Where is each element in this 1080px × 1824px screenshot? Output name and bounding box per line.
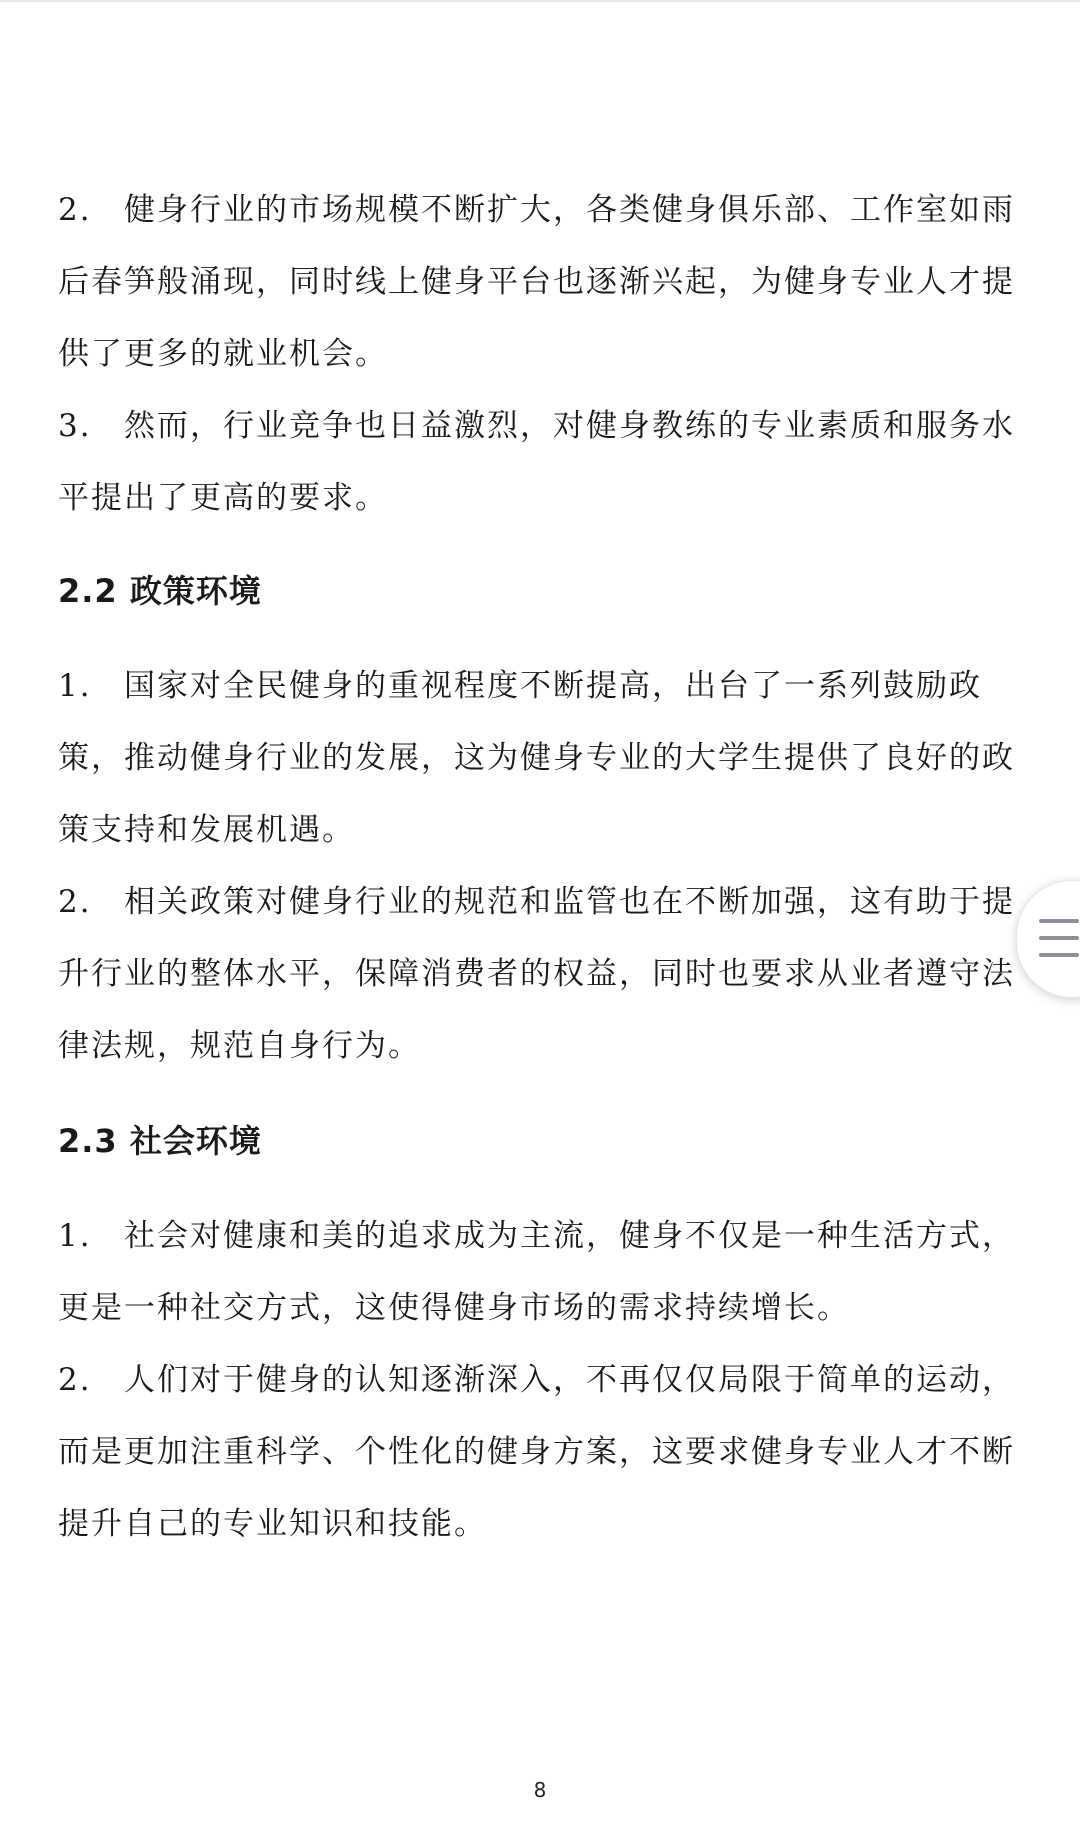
page-number: 8: [533, 1778, 547, 1802]
list-number: 1.: [58, 1218, 92, 1254]
list-item-text: 然而，行业竞争也日益激烈，对健身教练的专业素质和服务水平提出了更高的要求。: [58, 408, 1015, 516]
section-heading-social: 2.3 社会环境: [58, 1122, 262, 1160]
document-content: [58, 174, 1028, 1560]
list-item: [58, 866, 1028, 1082]
list-item: [58, 390, 1028, 534]
list-number: 2.: [58, 192, 92, 228]
list-item: [58, 650, 1028, 866]
list-item-text: 相关政策对健身行业的规范和监管也在不断加强，这有助于提升行业的整体水平，保障消费者的权益，同时也要求从业者遵守法律法规，规范自身行为。: [58, 884, 1015, 1064]
list-number: 1.: [58, 668, 92, 704]
social-section: [58, 1200, 1028, 1560]
list-item-text: 国家对全民健身的重视程度不断提高，出台了一系列鼓励政策，推动健身行业的发展，这为健身专业的大学生提供了良好的政策支持和发展机遇。: [58, 668, 1015, 848]
top-divider: [0, 0, 1080, 2]
policy-section: [58, 650, 1028, 1082]
list-item-text: 社会对健康和美的追求成为主流，健身不仅是一种生活方式，更是一种社交方式，这使得健身市场的需求持续增长。: [58, 1218, 1015, 1326]
market-section: [58, 174, 1028, 534]
list-item-text: 健身行业的市场规模不断扩大，各类健身俱乐部、工作室如雨后春笋般涌现，同时线上健身平台也逐渐兴起，为健身专业人才提供了更多的就业机会。: [58, 192, 1015, 372]
section-heading-policy: 2.2 政策环境: [58, 572, 262, 610]
list-item-text: 人们对于健身的认知逐渐深入，不再仅仅局限于简单的运动，而是更加注重科学、个性化的健身方案，这要求健身专业人才不断提升自己的专业知识和技能。: [58, 1362, 1015, 1542]
list-number: 2.: [58, 884, 92, 920]
list-number: 2.: [58, 1362, 92, 1398]
list-item: [58, 1344, 1028, 1560]
list-number: 3.: [58, 408, 92, 444]
list-item: [58, 1200, 1028, 1344]
list-item: [58, 174, 1028, 390]
